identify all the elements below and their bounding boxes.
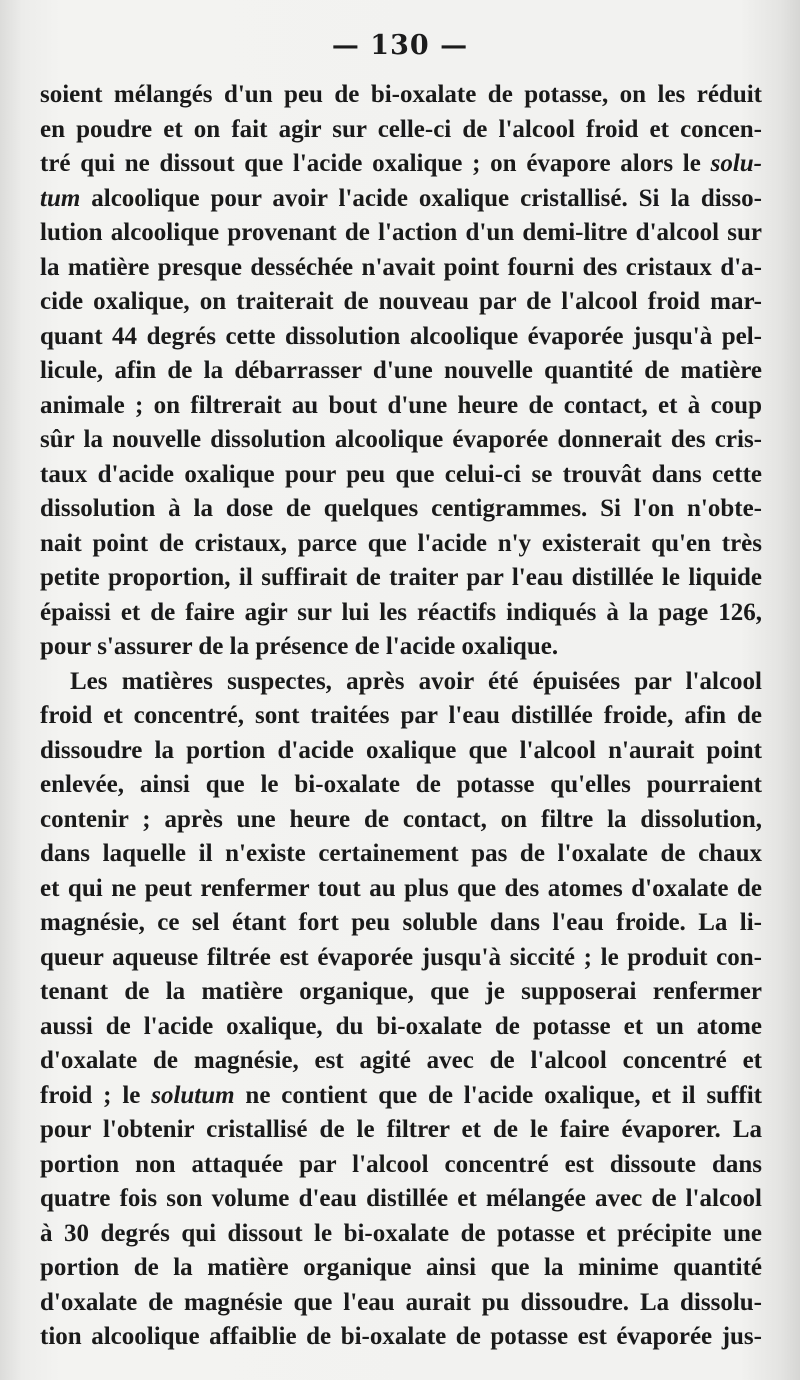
text-line: soient mélangés d'un peu de bi-oxalate de potasse, on les réduit xyxy=(40,81,762,108)
text-line: dissolution à la dose de quelques centigrammes. Si l'on n'obte- xyxy=(40,495,762,522)
text-line: épaissi et de faire agir sur lui les réactifs indiqués à la page 126, xyxy=(40,598,762,626)
text-line: quatre fois son volume d'eau distillée et mélangée avec de l'alcool xyxy=(40,1185,762,1212)
text-line: et qui ne peut renfermer tout au plus que des atomes d'oxalate de xyxy=(40,874,762,902)
body-text xyxy=(40,78,762,1355)
text-segment: froid ; le xyxy=(40,1081,152,1109)
text-line: cide oxalique, on traiterait de nouveau par de l'alcool froid mar- xyxy=(40,288,762,315)
text-line: pour l'obtenir cristallisé de le filtrer et de le faire évaporer. La xyxy=(40,1116,762,1143)
text-line: dissoudre la portion d'acide oxalique que l'alcool n'aurait point xyxy=(40,736,762,764)
text-line: portion de la matière organique ainsi que la minime quantité xyxy=(40,1254,762,1281)
page-number: — 130 — xyxy=(331,30,469,61)
text-line: d'oxalate de magnésie que l'eau aurait pu dissoudre. La dissolu- xyxy=(40,1288,762,1316)
text-line: nait point de cristaux, parce que l'acide n'y existerait qu'en très xyxy=(40,529,762,557)
italic-term: solutum xyxy=(151,1081,235,1109)
text-line: en poudre et on fait agir sur celle-ci de l'alcool froid et concen- xyxy=(40,115,762,143)
text-line xyxy=(40,182,762,217)
text-line: pour s'assurer de la présence de l'acide oxalique. xyxy=(40,633,559,660)
text-line: contenir ; après une heure de contact, on filtre la dissolution, xyxy=(40,805,762,833)
text-line: petite proportion, il suffirait de traiter par l'eau distillée le liquide xyxy=(40,564,762,591)
text-line: quant 44 degrés cette dissolution alcoolique évaporée jusqu'à pel- xyxy=(40,322,762,350)
text-line: à 30 degrés qui dissout le bi-oxalate de potasse et précipite une xyxy=(40,1219,762,1247)
italic-term: solu- xyxy=(710,150,762,177)
text-line: froid et concentré, sont traitées par l'eau distillée froide, afin de xyxy=(40,702,762,729)
text-line: aussi de l'acide oxalique, du bi-oxalate de potasse et un atome xyxy=(40,1012,762,1040)
text-line: magnésie, ce sel étant fort peu soluble dans l'eau froide. La li- xyxy=(40,909,762,936)
text-line: licule, afin de la débarrasser d'une nouvelle quantité de matière xyxy=(40,357,762,384)
text-segment: tré qui ne dissout que l'acide oxalique ; on évapore alors le xyxy=(40,150,711,177)
text-line xyxy=(40,147,762,182)
text-line: sûr la nouvelle dissolution alcoolique évaporée donnerait des cris- xyxy=(40,426,762,453)
text-segment: ne contient que de l'acide oxalique, et il suffit xyxy=(234,1081,762,1109)
text-line: queur aqueuse filtrée est évaporée jusqu'à siccité ; le produit con- xyxy=(40,943,762,971)
text-line: portion non attaquée par l'alcool concentré est dissoute dans xyxy=(40,1150,762,1178)
text-line: Les matières suspectes, après avoir été épuisées par l'alcool xyxy=(70,667,762,695)
text-line: animale ; on filtrerait au bout d'une heure de contact, et à coup xyxy=(40,391,762,419)
text-line: d'oxalate de magnésie, est agité avec de l'alcool concentré et xyxy=(40,1047,762,1074)
italic-term: tum xyxy=(40,184,81,212)
text-segment: alcoolique pour avoir l'acide oxalique cristallisé. Si la disso- xyxy=(80,184,762,212)
text-line: taux d'acide oxalique pour peu que celui-ci se trouvât dans cette xyxy=(40,460,762,488)
text-line xyxy=(40,1079,762,1114)
text-line: lution alcoolique provenant de l'action d'un demi-litre d'alcool sur xyxy=(40,219,762,246)
text-line: tenant de la matière organique, que je supposerai renfermer xyxy=(40,978,762,1005)
text-line: la matière presque desséchée n'avait point fourni des cristaux d'a- xyxy=(40,253,762,281)
text-line: tion alcoolique affaiblie de bi-oxalate de potasse est évaporée jus- xyxy=(40,1323,762,1350)
text-line: dans laquelle il n'existe certainement pas de l'oxalate de chaux xyxy=(40,840,762,867)
text-line: enlevée, ainsi que le bi-oxalate de potasse qu'elles pourraient xyxy=(40,771,762,798)
